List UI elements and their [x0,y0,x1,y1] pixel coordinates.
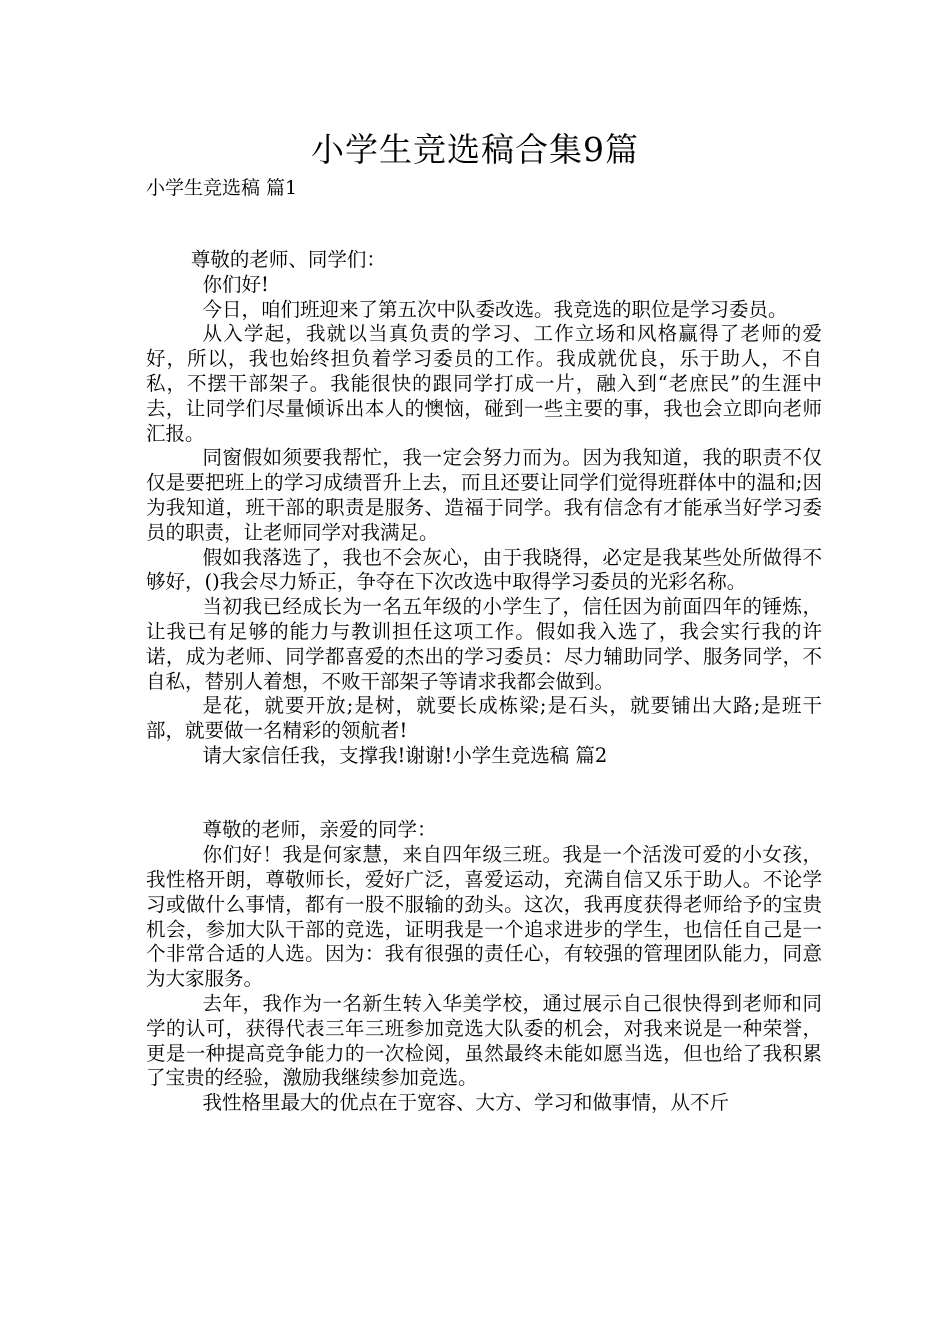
paragraph: 是花，就要开放;是树，就要长成栋梁;是石头，就要铺出大路;是班干部，就要做一名精彩的领航者! [146,694,822,743]
paragraph: 假如我落选了，我也不会灰心，由于我晓得，必定是我某些处所做得不够好，()我会尽力矫正，争夺在下次改选中取得学习委员的光彩名称。 [146,545,822,594]
salutation: 尊敬的老师，亲爱的同学： [202,818,437,842]
document-body [146,248,822,1116]
paragraph: 去年，我作为一名新生转入华美学校，通过展示自己很快得到老师和同学的认可，获得代表三年三班参加竞选大队委的机会，对我来说是一种荣誉，更是一种提高竞争能力的一次检阅，虽然最终未能如愿当选，但也给了我积累了宝贵的经验，激励我继续参加竞选。 [146,991,822,1090]
paragraph: 请大家信任我，支撑我!谢谢!小学生竞选稿 篇2 [202,743,608,767]
section-heading: 小学生竞选稿 篇1 [146,177,298,199]
paragraph: 你们好！我是何家慧，来自四年级三班。我是一个活泼可爱的小女孩，我性格开朗，尊敬师长，爱好广泛，喜爱运动，充满自信又乐于助人。不论学习或做什么事情，都有一股不服输的劲头。这次，我再度获得老师给予的宝贵机会，参加大队干部的竞选，证明我是一个追求进步的学生，也信任自己是一个非常合适的人选。因为：我有很强的责任心，有较强的管理团队能力，同意为大家服务。 [146,843,822,991]
paragraph: 从入学起，我就以当真负责的学习、工作立场和风格赢得了老师的爱好，所以，我也始终担负着学习委员的工作。我成就优良，乐于助人，不自私，不摆干部架子。我能很快的跟同学打成一片，融入到“老庶民”的生涯中去，让同学们尽量倾诉出本人的懊恼，碰到一些主要的事，我也会立即向老师汇报。 [146,322,822,445]
document-title: 小学生竞选稿合集9篇 [311,130,639,169]
paragraph: 今日，咱们班迎来了第五次中队委改选。我竞选的职位是学习委员。 [202,297,788,321]
paragraph: 当初我已经成长为一名五年级的小学生了，信任因为前面四年的锤炼，让我已有足够的能力与教训担任这项工作。假如我入选了，我会实行我的许诺，成为老师、同学都喜爱的杰出的学习委员：尽力辅助同学、服务同学，不自私，替别人着想，不败干部架子等请求我都会做到。 [146,595,822,693]
paragraph: 我性格里最大的优点在于宽容、大方、学习和做事情，从不斤 [202,1091,730,1115]
paragraph: 同窗假如须要我帮忙，我一定会努力而为。因为我知道，我的职责不仅仅是要把班上的学习成绩晋升上去，而且还要让同学们觉得班群体中的温和;因为我知道，班干部的职责是服务、造福于同学。我有信念有才能承当好学习委员的职责，让老师同学对我满足。 [146,446,822,544]
section-gap [146,769,822,819]
paragraph: 你们好! [202,272,269,296]
salutation: 尊敬的老师、同学们： [190,248,386,271]
